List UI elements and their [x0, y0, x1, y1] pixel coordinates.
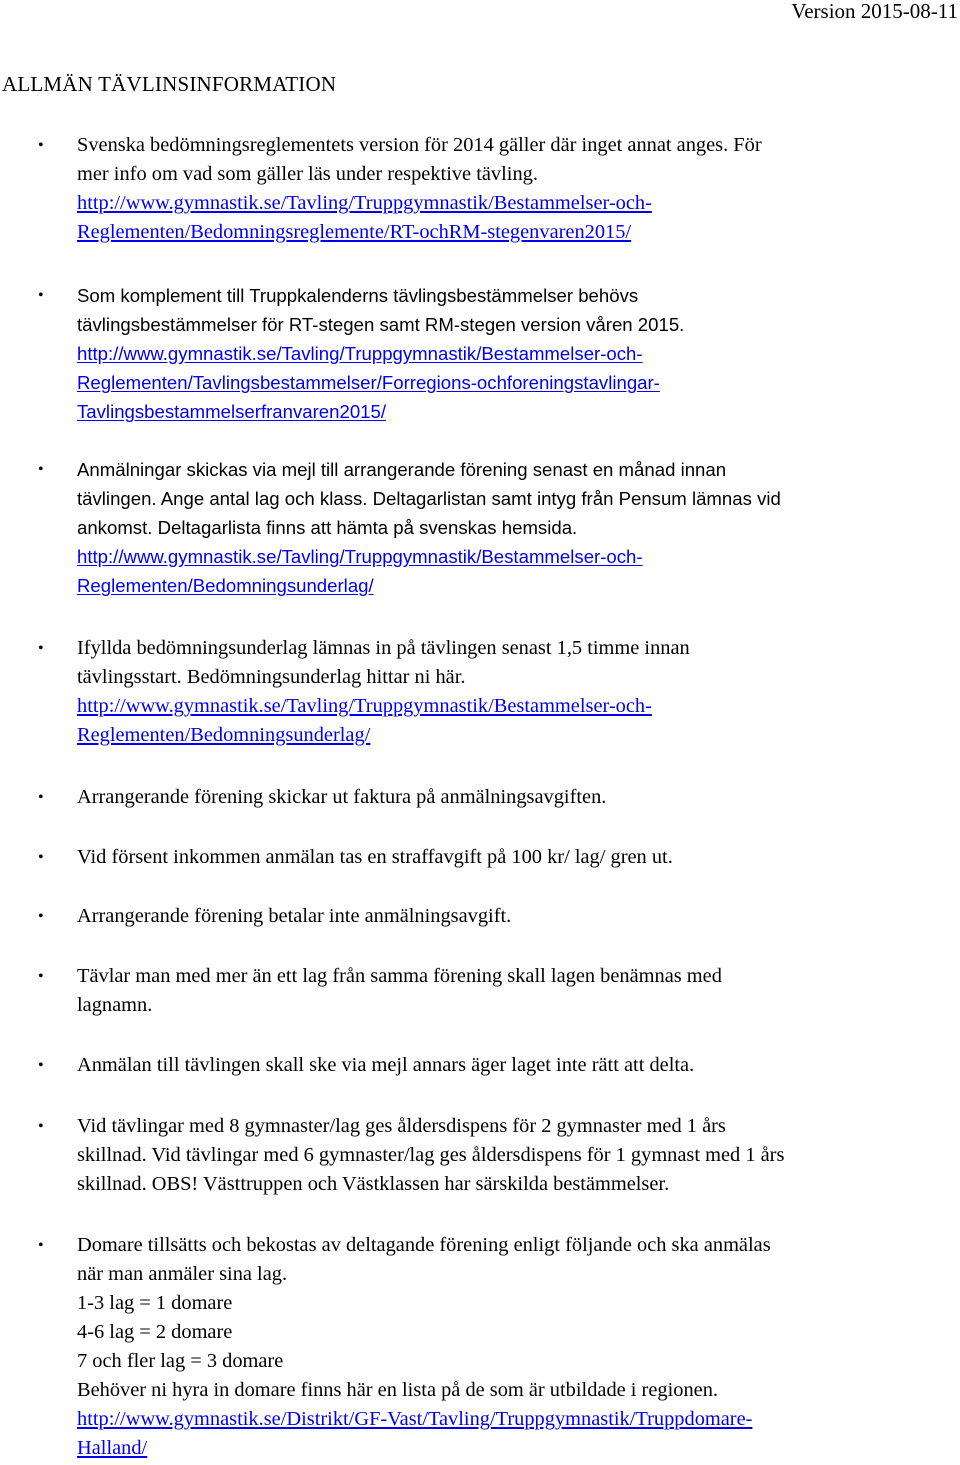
text-line: Som komplement till Truppkalenderns tävlingsbestämmelser behövs: [77, 285, 639, 306]
document-version: Version 2015-08-11: [791, 0, 958, 23]
text-line: ankomst. Deltagarlista finns att hämta på svenskas hemsida.: [77, 517, 578, 538]
text-line: 4-6 lag = 2 domare: [77, 1321, 233, 1343]
list-item-text: [77, 455, 960, 600]
link-text[interactable]: http://www.gymnastik.se/Tavling/Truppgymnastik/Bestammelser-och-: [77, 192, 652, 214]
list-item-text: [77, 1051, 960, 1080]
text-line: skillnad. Vid tävlingar med 6 gymnaster/lag ges åldersdispens för 1 gymnast med 1 års: [77, 1144, 785, 1166]
text-line: Behöver ni hyra in domare finns här en lista på de som är utbildade i regionen.: [77, 1379, 718, 1401]
text-line: Domare tillsätts och bekostas av deltagande förening enligt följande och ska anmälas: [77, 1234, 771, 1256]
link-text[interactable]: Halland/: [77, 1437, 148, 1459]
link-text[interactable]: http://www.gymnastik.se/Tavling/Truppgymnastik/Bestammelser-och-: [77, 343, 643, 364]
list-item-text: [77, 902, 960, 931]
link-text[interactable]: Reglementen/Tavlingsbestammelser/Forregions-ochforeningstavlingar-: [77, 372, 660, 393]
bullet-icon: •: [38, 1237, 44, 1254]
text-line: Anmälningar skickas via mejl till arrangerande förening senast en månad innan: [77, 459, 727, 480]
link-text[interactable]: http://www.gymnastik.se/Distrikt/GF-Vast/Tavling/Truppgymnastik/Truppdomare-: [77, 1408, 753, 1430]
bullet-icon: •: [38, 1057, 44, 1074]
link-text[interactable]: Tavlingsbestammelserfranvaren2015/: [77, 401, 387, 422]
bullet-icon: •: [38, 461, 44, 478]
text-line: tävlingsbestämmelser för RT-stegen samt RM-stegen version våren 2015.: [77, 314, 685, 335]
link-text[interactable]: Reglementen/Bedomningsunderlag/: [77, 575, 374, 596]
text-line: Ifyllda bedömningsunderlag lämnas in på tävlingen senast 1,5 timme innan: [77, 637, 690, 659]
text-line: skillnad. OBS! Västtruppen och Västklassen har särskilda bestämmelser.: [77, 1173, 670, 1195]
text-line: 1-3 lag = 1 domare: [77, 1292, 233, 1314]
link-text[interactable]: Reglementen/Bedomningsunderlag/: [77, 724, 371, 746]
bullet-icon: •: [38, 1118, 44, 1135]
bullet-icon: •: [38, 968, 44, 985]
bullet-icon: •: [38, 849, 44, 866]
text-line: tävlingen. Ange antal lag och klass. Deltagarlistan samt intyg från Pensum lämnas vid: [77, 488, 781, 509]
bullet-icon: •: [38, 908, 44, 925]
text-line: Arrangerande förening betalar inte anmälningsavgift.: [77, 905, 512, 927]
link-text[interactable]: http://www.gymnastik.se/Tavling/Truppgymnastik/Bestammelser-och-: [77, 695, 652, 717]
text-line: Tävlar man med mer än ett lag från samma förening skall lagen benämnas med: [77, 965, 722, 987]
list-item-text: [77, 281, 960, 426]
bullet-icon: •: [38, 789, 44, 806]
text-line: Vid tävlingar med 8 gymnaster/lag ges åldersdispens för 2 gymnaster med 1 års: [77, 1115, 726, 1137]
text-line: lagnamn.: [77, 994, 153, 1016]
text-line: 7 och fler lag = 3 domare: [77, 1350, 284, 1372]
text-line: Anmälan till tävlingen skall ske via mejl annars äger laget inte rätt att delta.: [77, 1054, 695, 1076]
text-line: Arrangerande förening skickar ut faktura på anmälningsavgiften.: [77, 786, 607, 808]
document-title: ALLMÄN TÄVLINSINFORMATION: [2, 72, 337, 96]
list-item-text: [77, 634, 960, 750]
bullet-icon: •: [38, 640, 44, 657]
list-item-text: [77, 1112, 960, 1199]
list-item-text: [77, 843, 960, 872]
text-line: mer info om vad som gäller läs under respektive tävling.: [77, 163, 538, 185]
link-text[interactable]: http://www.gymnastik.se/Tavling/Truppgymnastik/Bestammelser-och-: [77, 546, 643, 567]
list-item-text: [77, 962, 960, 1020]
list-item-text: [77, 1231, 960, 1463]
list-item-text: [77, 131, 960, 247]
text-line: när man anmäler sina lag.: [77, 1263, 288, 1285]
link-text[interactable]: Reglementen/Bedomningsreglemente/RT-ochRM-stegenvaren2015/: [77, 221, 632, 243]
list-item-text: [77, 783, 960, 812]
bullet-icon: •: [38, 137, 44, 154]
text-line: tävlingsstart. Bedömningsunderlag hittar ni här.: [77, 666, 466, 688]
text-line: Svenska bedömningsreglementets version för 2014 gäller där inget annat anges. För: [77, 134, 762, 156]
bullet-icon: •: [38, 287, 44, 304]
text-line: Vid försent inkommen anmälan tas en straffavgift på 100 kr/ lag/ gren ut.: [77, 846, 673, 868]
